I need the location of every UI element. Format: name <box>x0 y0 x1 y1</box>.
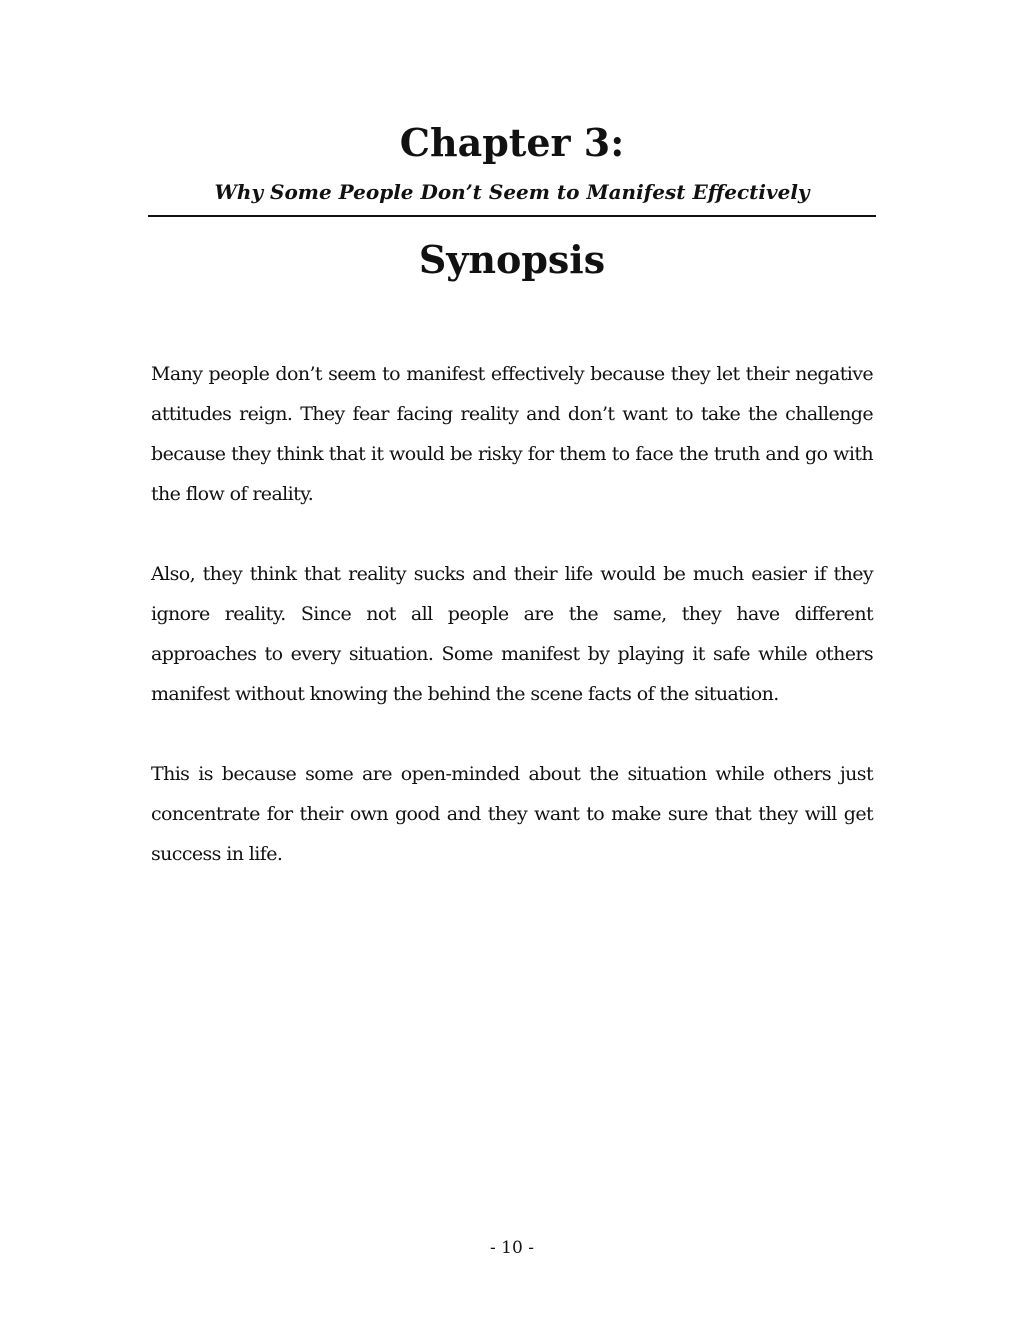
chapter-subtitle: Why Some People Don’t Seem to Manifest Effectively <box>214 180 810 204</box>
paragraph-1: Many people don’t seem to manifest effectively because they let their negative attitudes reign. They fear facing reality and don’t want to take the challenge because they think that it would be risky for them to face the truth and go with the flow of reality. <box>151 363 873 505</box>
title-divider <box>148 215 876 217</box>
page-number: - 10 - <box>490 1238 534 1258</box>
section-title: Synopsis <box>418 237 606 282</box>
body-text <box>151 354 873 914</box>
chapter-title: Chapter 3: <box>399 120 625 165</box>
paragraph-2: Also, they think that reality sucks and their life would be much easier if they ignore reality. Since not all people are the same, they have different approaches to every situation. Some manifest by playing it safe while others manifest without knowing the behind the scene facts of the situation. <box>151 563 873 705</box>
paragraph-3: This is because some are open-minded about the situation while others just concentrate for their own good and they want to make sure that they will get success in life. <box>151 763 873 865</box>
